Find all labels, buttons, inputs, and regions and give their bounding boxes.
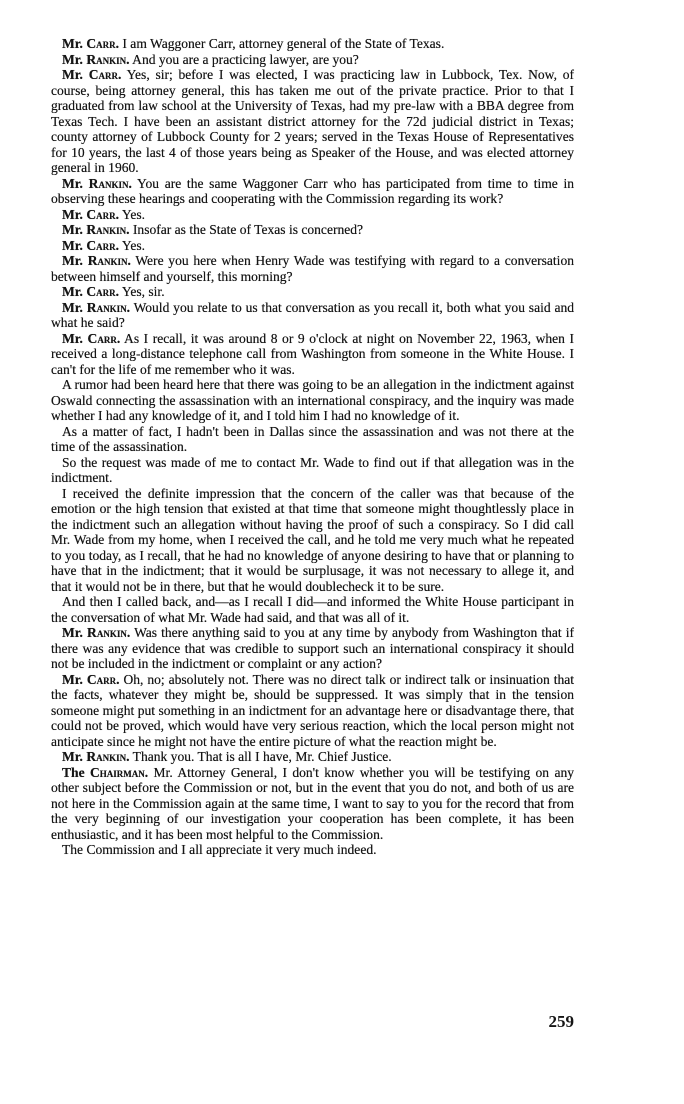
paragraph-text: Oh, no; absolutely not. There was no direct talk or indirect talk or insinuation that the facts, whatever they might be, should be suppressed. It was simply that in the tension someone might put something in an indictment for an advantage here or disadvantage there, that could not be proved, which would have very serious reaction, which the local person might not anticipate since he might not have the entire picture of what the reaction might be. (51, 671, 575, 749)
speaker-label (62, 749, 130, 764)
page-number: 259 (548, 1012, 574, 1031)
paragraph-text: Mr. Attorney General, I don't know whether you will be testifying on any other subject before the Commission or not, but in the event that you do not, and both of us are not here in the Commission again at the same time, I want to say to you for the record that from the very beginning of our investigation your cooperation has been complete, it has been enthusiastic, and it has been most helpful to the Commission. (51, 764, 575, 842)
paragraph-text: You are the same Waggoner Carr who has participated from time to time in observing these hearings and cooperating with the Commission regarding its work? (51, 175, 575, 206)
paragraph (51, 486, 574, 595)
paragraph (51, 176, 574, 207)
speaker-prefix: Mr. (62, 67, 83, 82)
paragraph (51, 207, 574, 223)
paragraph-text: The Commission and I all appreciate it very much indeed. (62, 842, 377, 857)
paragraph-text: Would you relate to us that conversation as you recall it, both what you said and what he said? (51, 299, 575, 330)
paragraph-text: As I recall, it was around 8 or 9 o'clock at night on November 22, 1963, when I received a long-distance telephone call from Washington from someone in the White House. I can't for the life of me remember who it was. (51, 330, 574, 377)
speaker-label (62, 625, 130, 640)
speaker-prefix: The (62, 764, 85, 780)
paragraph-text: Insofar as the State of Texas is concerned? (132, 222, 364, 237)
speaker-prefix: Mr. (62, 237, 83, 253)
speaker-prefix: Mr. (62, 51, 83, 67)
speaker-label (62, 253, 131, 268)
speaker-prefix: Mr. (62, 222, 83, 237)
paragraph-text: Thank you. That is all I have, Mr. Chief Justice. (132, 749, 392, 764)
speaker-label (62, 222, 130, 237)
speaker-prefix: Mr. (62, 671, 83, 687)
speaker-prefix: Mr. (62, 253, 83, 268)
paragraph (51, 52, 574, 68)
speaker-prefix: Mr. (62, 36, 83, 51)
paragraph-text: And you are a practicing lawyer, are you? (132, 51, 359, 67)
paragraph (51, 238, 574, 254)
speaker-label (62, 672, 120, 687)
paragraph-text: I received the definite impression that the concern of the caller was that because of the emotion or the high tension that existed at that time that someone might thoughtlessly place in the indictment such an allegation without having the proof of such a conspiracy. So I did call Mr. Wade from my home, when I received the call, and he told me very much what he repeated to you today, as I recall, that he had no knowledge of anyone desiring to have that or planning to have that in the indictment; that it would be surplusage, it was not necessary to allege it, and that it would not be in there, but that he would doublecheck it to be sure. (51, 485, 574, 594)
paragraph (51, 424, 574, 455)
paragraph (51, 253, 574, 284)
speaker-label (62, 176, 132, 191)
speaker-name: Carr. (86, 206, 120, 222)
paragraph (51, 749, 574, 765)
speaker-name: Rankin. (88, 175, 132, 191)
paragraph (51, 331, 574, 378)
speaker-label (62, 36, 119, 51)
speaker-prefix: Mr. (62, 206, 83, 222)
speaker-name: Rankin. (86, 749, 130, 764)
paragraph (51, 284, 574, 300)
paragraph (51, 625, 574, 672)
paragraph (51, 672, 574, 750)
speaker-prefix: Mr. (62, 330, 83, 346)
speaker-prefix: Mr. (62, 625, 83, 640)
paragraph-text: And then I called back, and—as I recall I did—and informed the White House participant in the conversation of what Mr. Wade had said, and that was all of it. (51, 594, 574, 625)
paragraph-text: Yes. (121, 237, 146, 253)
paragraph (51, 300, 574, 331)
speaker-prefix: Mr. (62, 749, 83, 764)
paragraph-text: So the request was made of me to contact Mr. Wade to find out if that allegation was in the indictment. (51, 454, 574, 485)
speaker-prefix: Mr. (62, 299, 83, 315)
speaker-name: Carr. (86, 36, 120, 51)
paragraph-text: Yes, sir; before I was elected, I was practicing law in Lubbock, Tex. Now, of course, being attorney general, this has taken me out of the private practice. Prior to that I graduated from law school at the University of Texas, had my pre-law with a BBA degree from Texas Tech. I have been an assistant district attorney for the 72d judicial district in Texas; county attorney of Lubbock County for 2 years; served in the Texas House of Representatives for 10 years, the last 4 of those years being as Speaker of the House, and was elected attorney general in 1960. (51, 67, 574, 175)
speaker-prefix: Mr. (62, 284, 83, 299)
paragraph (51, 67, 574, 176)
speaker-label (62, 52, 130, 67)
speaker-name: Carr. (86, 671, 120, 687)
speaker-name: Rankin. (86, 51, 130, 67)
paragraph (51, 842, 574, 858)
paragraph (51, 594, 574, 625)
paragraph-text: Yes, sir. (121, 284, 165, 299)
speaker-name: Rankin. (86, 222, 130, 237)
paragraph-text: A rumor had been heard here that there was going to be an allegation in the indictment against Oswald connecting the assassination with an international conspiracy, and the inquiry was made whether I had any knowledge of it, and I told him I had no knowledge of it. (51, 377, 574, 423)
paragraph (51, 765, 574, 843)
speaker-label (62, 300, 130, 315)
speaker-label (62, 284, 119, 299)
speaker-name: Carr. (88, 67, 122, 82)
speaker-name: Carr. (87, 330, 121, 346)
speaker-label (62, 765, 148, 780)
speaker-name: Rankin. (87, 253, 131, 268)
speaker-label (62, 67, 121, 82)
paragraph (51, 36, 574, 52)
speaker-label (62, 331, 120, 346)
transcript-body (51, 36, 574, 858)
paragraph-text: As a matter of fact, I hadn't been in Dallas since the assassination and was not there at the time of the assassination. (51, 423, 574, 454)
speaker-prefix: Mr. (62, 175, 83, 191)
paragraph-text: I am Waggoner Carr, attorney general of the State of Texas. (122, 36, 445, 51)
speaker-name: Carr. (86, 237, 120, 253)
paragraph (51, 455, 574, 486)
speaker-name: Carr. (86, 284, 120, 299)
speaker-name: Rankin. (87, 625, 131, 640)
speaker-name: Rankin. (86, 299, 130, 315)
speaker-label (62, 207, 119, 222)
speaker-name: Chairman. (89, 764, 149, 780)
paragraph-text: Was there anything said to you at any time by anybody from Washington that if there was any evidence that was credible to support such an international conspiracy it should not be included in the indictment or complaint or any action? (51, 625, 575, 671)
paragraph-text: Yes. (121, 206, 146, 222)
paragraph-text: Were you here when Henry Wade was testifying with regard to a conversation between himself and yourself, this morning? (51, 253, 574, 284)
paragraph (51, 222, 574, 238)
paragraph (51, 377, 574, 424)
speaker-label (62, 238, 119, 253)
